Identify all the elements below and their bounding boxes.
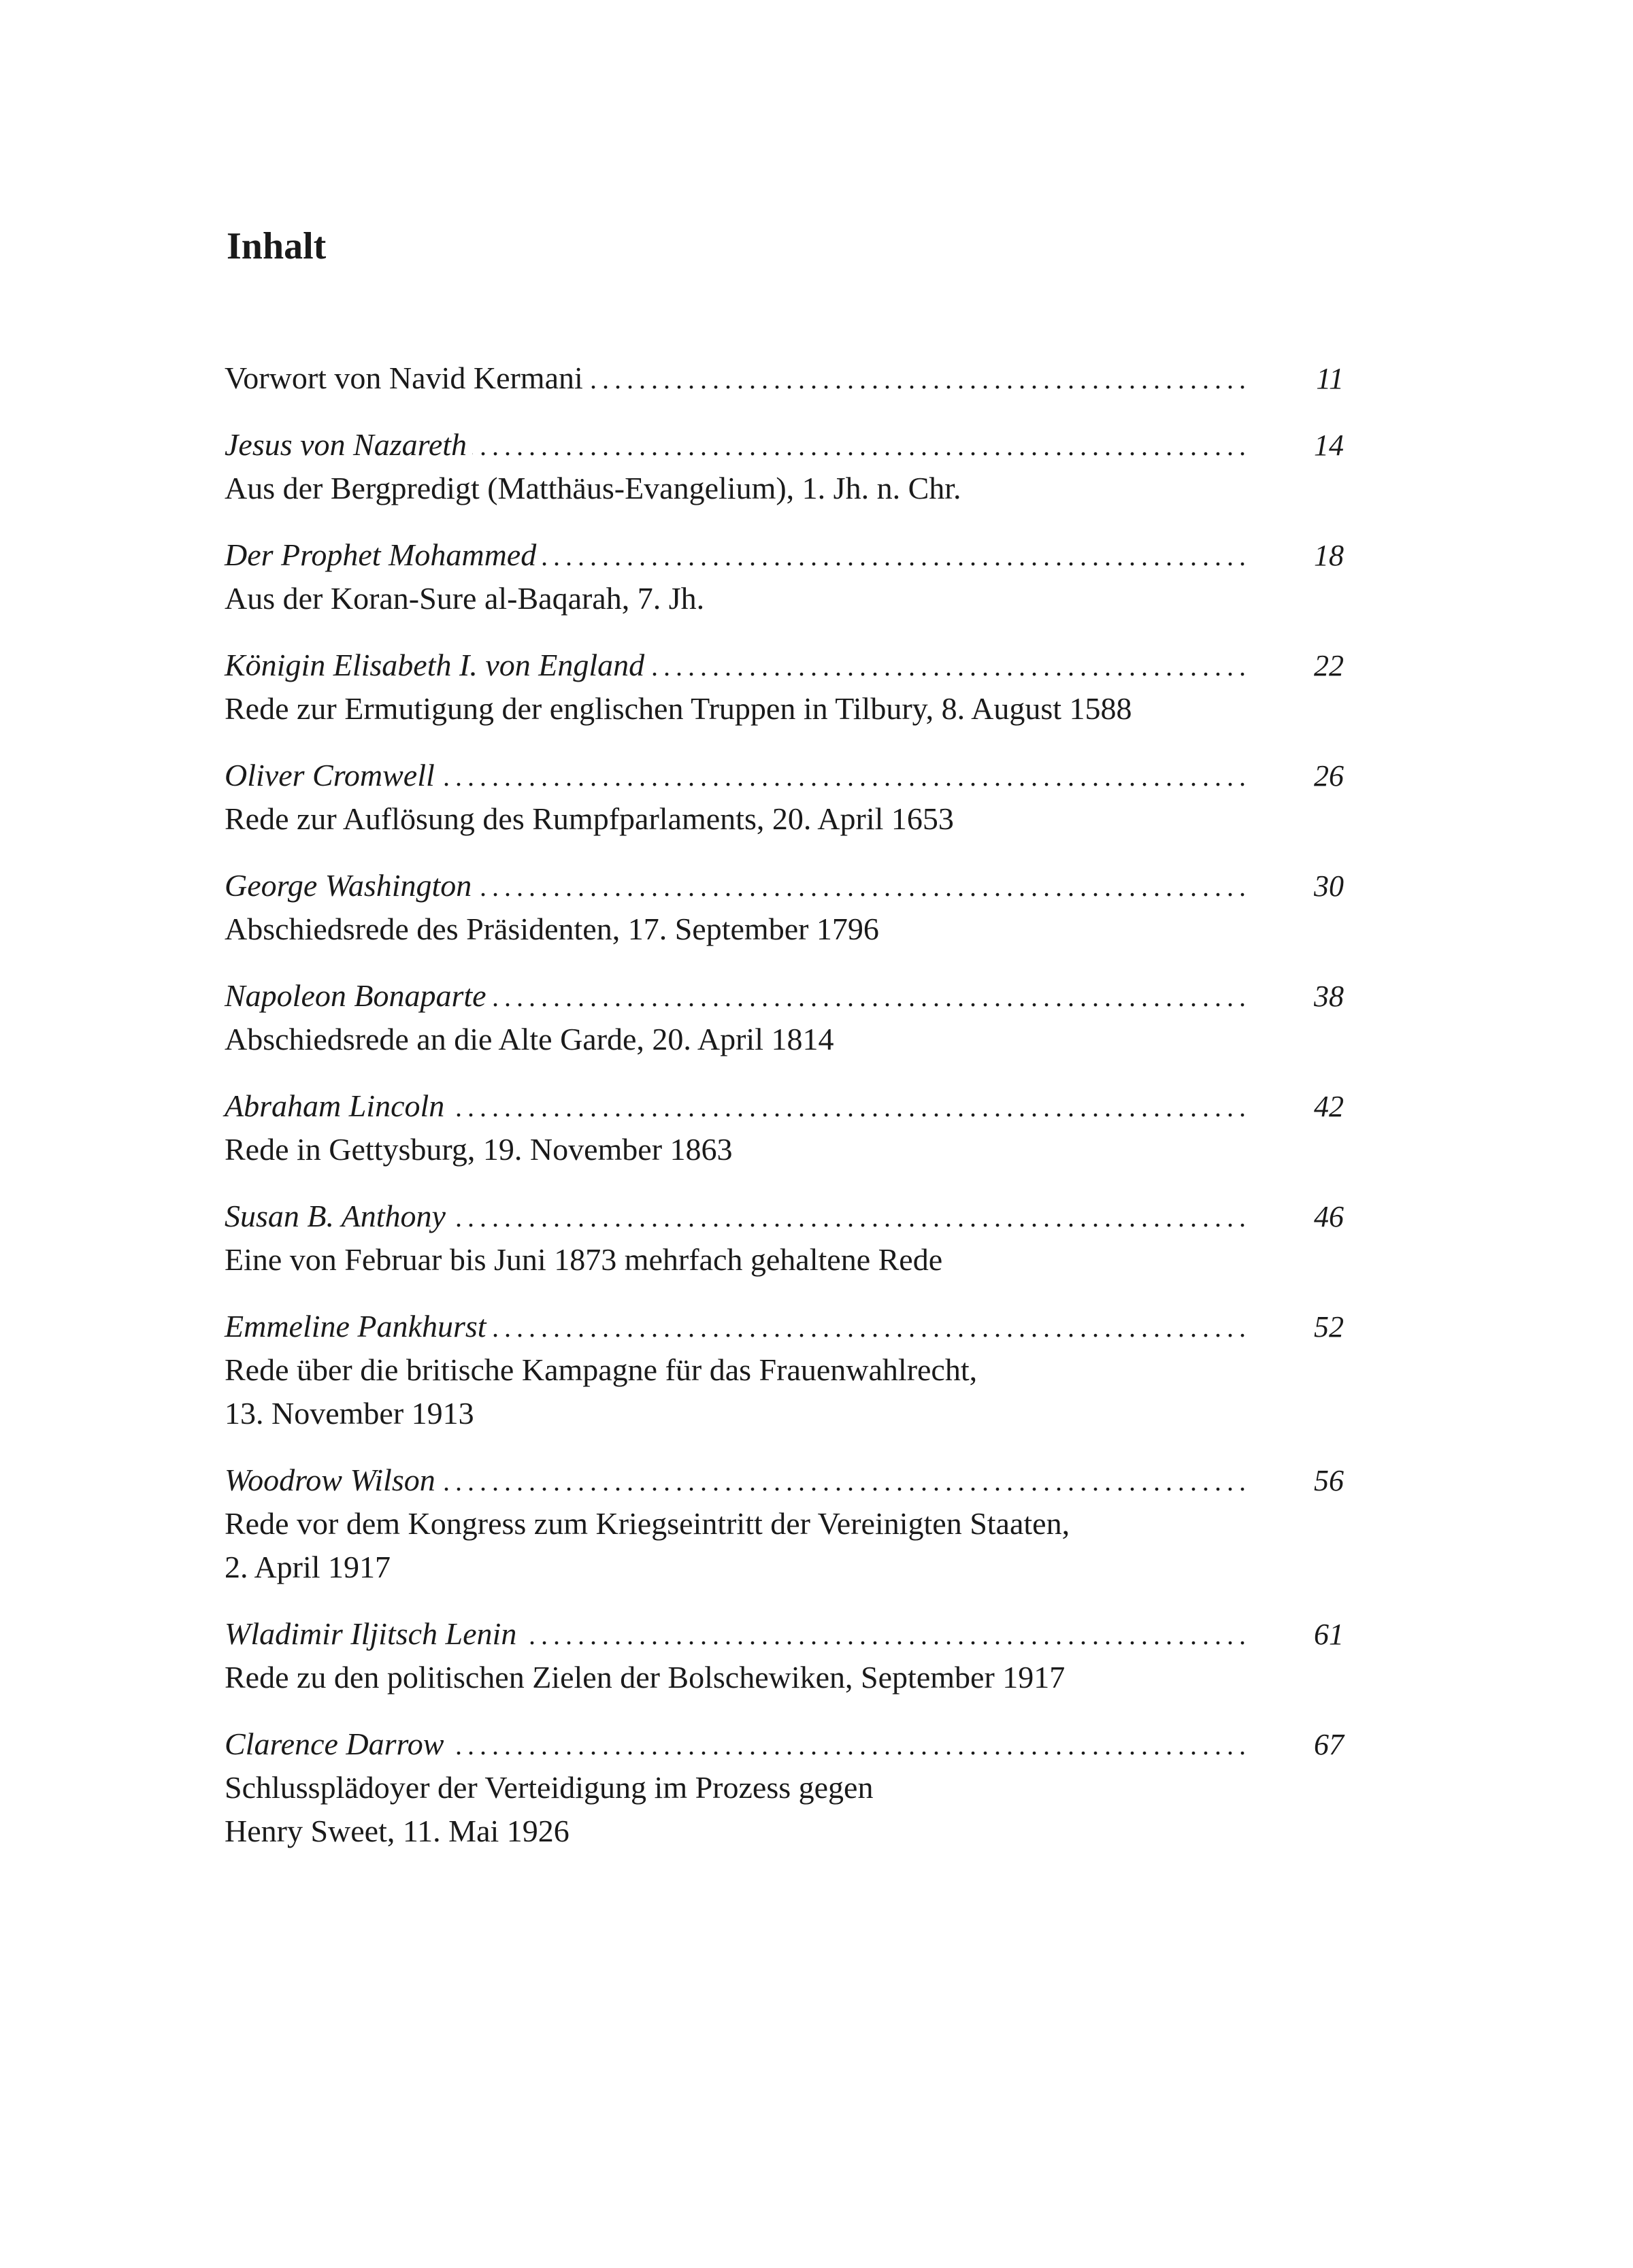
toc-entry[interactable]: [225, 1722, 1344, 1853]
dot-leader: [522, 1614, 1246, 1657]
toc-entry-title: Jesus von Nazareth: [225, 427, 467, 462]
toc-entry-subtitle: Rede in Gettysburg, 19. November 1863: [225, 1132, 733, 1167]
toc-entry-heading: [225, 1305, 1344, 1348]
toc-page-number: 30: [1314, 869, 1344, 903]
dot-leader: [472, 424, 1246, 468]
toc-entry-title: George Washington: [225, 868, 472, 903]
dot-leader: [449, 1724, 1246, 1767]
toc-entry-subtitle: Aus der Bergpredigt (Matthäus-Evangelium), 1. Jh. n. Chr.: [225, 471, 961, 505]
toc-page-number: 11: [1316, 362, 1344, 395]
toc-entry[interactable]: [225, 423, 1344, 510]
toc-entry-subtitle: Rede zu den politischen Zielen der Bolschewiken, September 1917: [225, 1660, 1066, 1695]
toc-entry[interactable]: [225, 1084, 1344, 1171]
dot-leader: [440, 755, 1246, 799]
toc-page-number: 22: [1314, 649, 1344, 682]
toc-entry[interactable]: [225, 1195, 1344, 1282]
toc-page-number: 46: [1314, 1200, 1344, 1233]
toc-entry-title: Woodrow Wilson: [225, 1463, 435, 1497]
toc-page-number: 38: [1314, 980, 1344, 1013]
toc-entry-heading: [225, 1084, 1344, 1128]
toc-entry[interactable]: [225, 1458, 1344, 1589]
toc-entry-title: Wladimir Iljitsch Lenin: [225, 1616, 517, 1651]
dot-leader: [441, 1460, 1246, 1503]
toc-entry-subtitle: Rede vor dem Kongress zum Kriegseintritt der Vereinigten Staaten,: [225, 1506, 1070, 1541]
toc-entry-heading: [225, 1458, 1344, 1502]
dot-leader: [450, 1086, 1246, 1129]
toc-entry-title: Susan B. Anthony: [225, 1199, 446, 1233]
toc-entry-heading: [225, 754, 1344, 797]
toc-entry-heading: [225, 974, 1344, 1018]
dot-leader: [542, 535, 1246, 578]
table-of-contents: [225, 356, 1344, 1876]
toc-entry[interactable]: [225, 1305, 1344, 1435]
toc-entry-heading: [225, 1722, 1344, 1766]
toc-entry[interactable]: [225, 644, 1344, 731]
toc-entry-title: Napoleon Bonaparte: [225, 978, 486, 1013]
toc-entry-heading: [225, 1612, 1344, 1656]
toc-entry-subtitle: Aus der Koran-Sure al-Baqarah, 7. Jh.: [225, 581, 705, 616]
toc-page-number: 42: [1314, 1090, 1344, 1123]
toc-entry-subtitle: Eine von Februar bis Juni 1873 mehrfach gehaltene Rede: [225, 1242, 943, 1277]
toc-entry-subtitle: Schlussplädoyer der Verteidigung im Prozess gegen: [225, 1770, 874, 1805]
toc-entry[interactable]: [225, 533, 1344, 620]
toc-entry-subtitle: 13. November 1913: [225, 1396, 474, 1431]
dot-leader: [492, 1306, 1246, 1350]
toc-page-number: 67: [1314, 1728, 1344, 1761]
toc-entry-subtitle: 2. April 1917: [225, 1550, 391, 1584]
toc-page-number: 56: [1314, 1464, 1344, 1497]
toc-entry-title: Oliver Cromwell: [225, 758, 435, 793]
dot-leader: [451, 1196, 1246, 1239]
page-title: Inhalt: [227, 225, 327, 267]
toc-entry[interactable]: [225, 356, 1344, 400]
toc-page-number: 18: [1314, 539, 1344, 572]
dot-leader: [589, 358, 1246, 401]
toc-entry-subtitle: Rede über die britische Kampagne für das Frauenwahlrecht,: [225, 1352, 978, 1387]
toc-page-number: 26: [1314, 759, 1344, 793]
toc-entry[interactable]: [225, 754, 1344, 841]
toc-entry-heading: [225, 1195, 1344, 1238]
toc-entry-title: Abraham Lincoln: [225, 1088, 445, 1123]
toc-entry-title: Clarence Darrow: [225, 1727, 444, 1761]
toc-entry-heading: [225, 356, 1344, 400]
dot-leader: [492, 975, 1246, 1019]
toc-entry-subtitle: Abschiedsrede des Präsidenten, 17. September 1796: [225, 912, 879, 946]
dot-leader: [477, 865, 1246, 909]
toc-entry-heading: [225, 533, 1344, 577]
toc-page-number: 52: [1314, 1310, 1344, 1344]
toc-entry[interactable]: [225, 864, 1344, 951]
toc-entry-subtitle: Abschiedsrede an die Alte Garde, 20. April 1814: [225, 1022, 834, 1056]
toc-page-number: 14: [1314, 429, 1344, 462]
dot-leader: [650, 645, 1246, 688]
toc-page-number: 61: [1314, 1618, 1344, 1651]
toc-entry-title: Emmeline Pankhurst: [225, 1309, 486, 1344]
toc-entry-subtitle: Rede zur Auflösung des Rumpfparlaments, 20. April 1653: [225, 801, 954, 836]
toc-entry-heading: [225, 423, 1344, 467]
toc-entry-subtitle: Rede zur Ermutigung der englischen Truppen in Tilbury, 8. August 1588: [225, 691, 1132, 726]
toc-entry-title: Vorwort von Navid Kermani: [225, 361, 583, 395]
toc-entry-title: Königin Elisabeth I. von England: [225, 648, 645, 682]
toc-entry-heading: [225, 864, 1344, 907]
toc-entry[interactable]: [225, 974, 1344, 1061]
toc-entry-subtitle: Henry Sweet, 11. Mai 1926: [225, 1814, 570, 1848]
toc-entry[interactable]: [225, 1612, 1344, 1699]
toc-entry-title: Der Prophet Mohammed: [225, 537, 537, 572]
toc-entry-heading: [225, 644, 1344, 687]
